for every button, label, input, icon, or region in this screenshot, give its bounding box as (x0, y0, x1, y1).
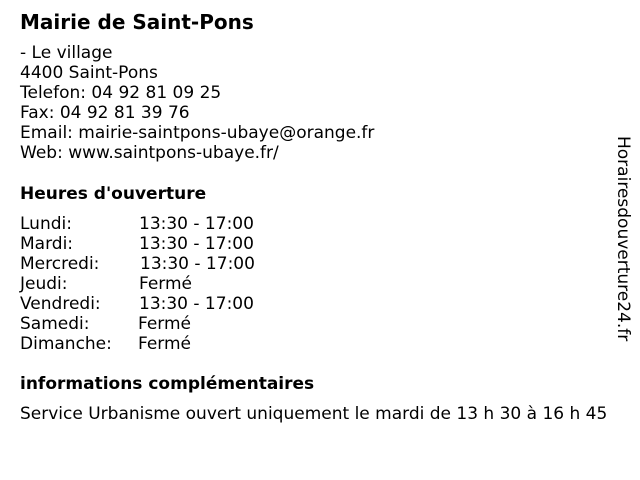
time-value: 13:30 - 17:00 (140, 254, 255, 274)
opening-hours-heading: Heures d'ouverture (20, 184, 207, 204)
hours-row-tuesday (20, 234, 320, 254)
additional-info-heading: informations complémentaires (20, 374, 315, 394)
additional-info-text: Service Urbanisme ouvert uniquement le mardi de 13 h 30 à 16 h 45 (20, 404, 608, 424)
day-label: Jeudi: (20, 274, 68, 294)
hours-row-thursday (20, 274, 320, 294)
hours-row-monday (20, 214, 320, 234)
day-label: Samedi: (20, 314, 90, 334)
day-label: Vendredi: (20, 294, 101, 314)
phone-number: Telefon: 04 92 81 09 25 (20, 83, 222, 103)
hours-row-sunday (20, 334, 320, 354)
time-value: 13:30 - 17:00 (139, 234, 254, 254)
opening-hours-list (20, 214, 320, 354)
fax-number: Fax: 04 92 81 39 76 (20, 103, 190, 123)
address-city: 4400 Saint-Pons (20, 63, 158, 83)
time-value: Fermé (139, 274, 193, 294)
page-title: Mairie de Saint-Pons (20, 10, 254, 34)
day-label: Dimanche: (20, 334, 112, 354)
time-value: Fermé (138, 334, 192, 354)
time-value: Fermé (138, 314, 192, 334)
contact-block (20, 43, 374, 163)
hours-row-saturday (20, 314, 320, 334)
site-watermark: Horairesdouverture24.fr (613, 136, 633, 342)
hours-row-friday (20, 294, 320, 314)
website-address: Web: www.saintpons-ubaye.fr/ (20, 143, 279, 163)
day-label: Lundi: (20, 214, 72, 234)
hours-row-wednesday (20, 254, 320, 274)
day-label: Mercredi: (20, 254, 100, 274)
address-street: - Le village (20, 43, 113, 63)
time-value: 13:30 - 17:00 (139, 294, 254, 314)
day-label: Mardi: (20, 234, 74, 254)
email-address: Email: mairie-saintpons-ubaye@orange.fr (20, 123, 375, 143)
time-value: 13:30 - 17:00 (139, 214, 254, 234)
